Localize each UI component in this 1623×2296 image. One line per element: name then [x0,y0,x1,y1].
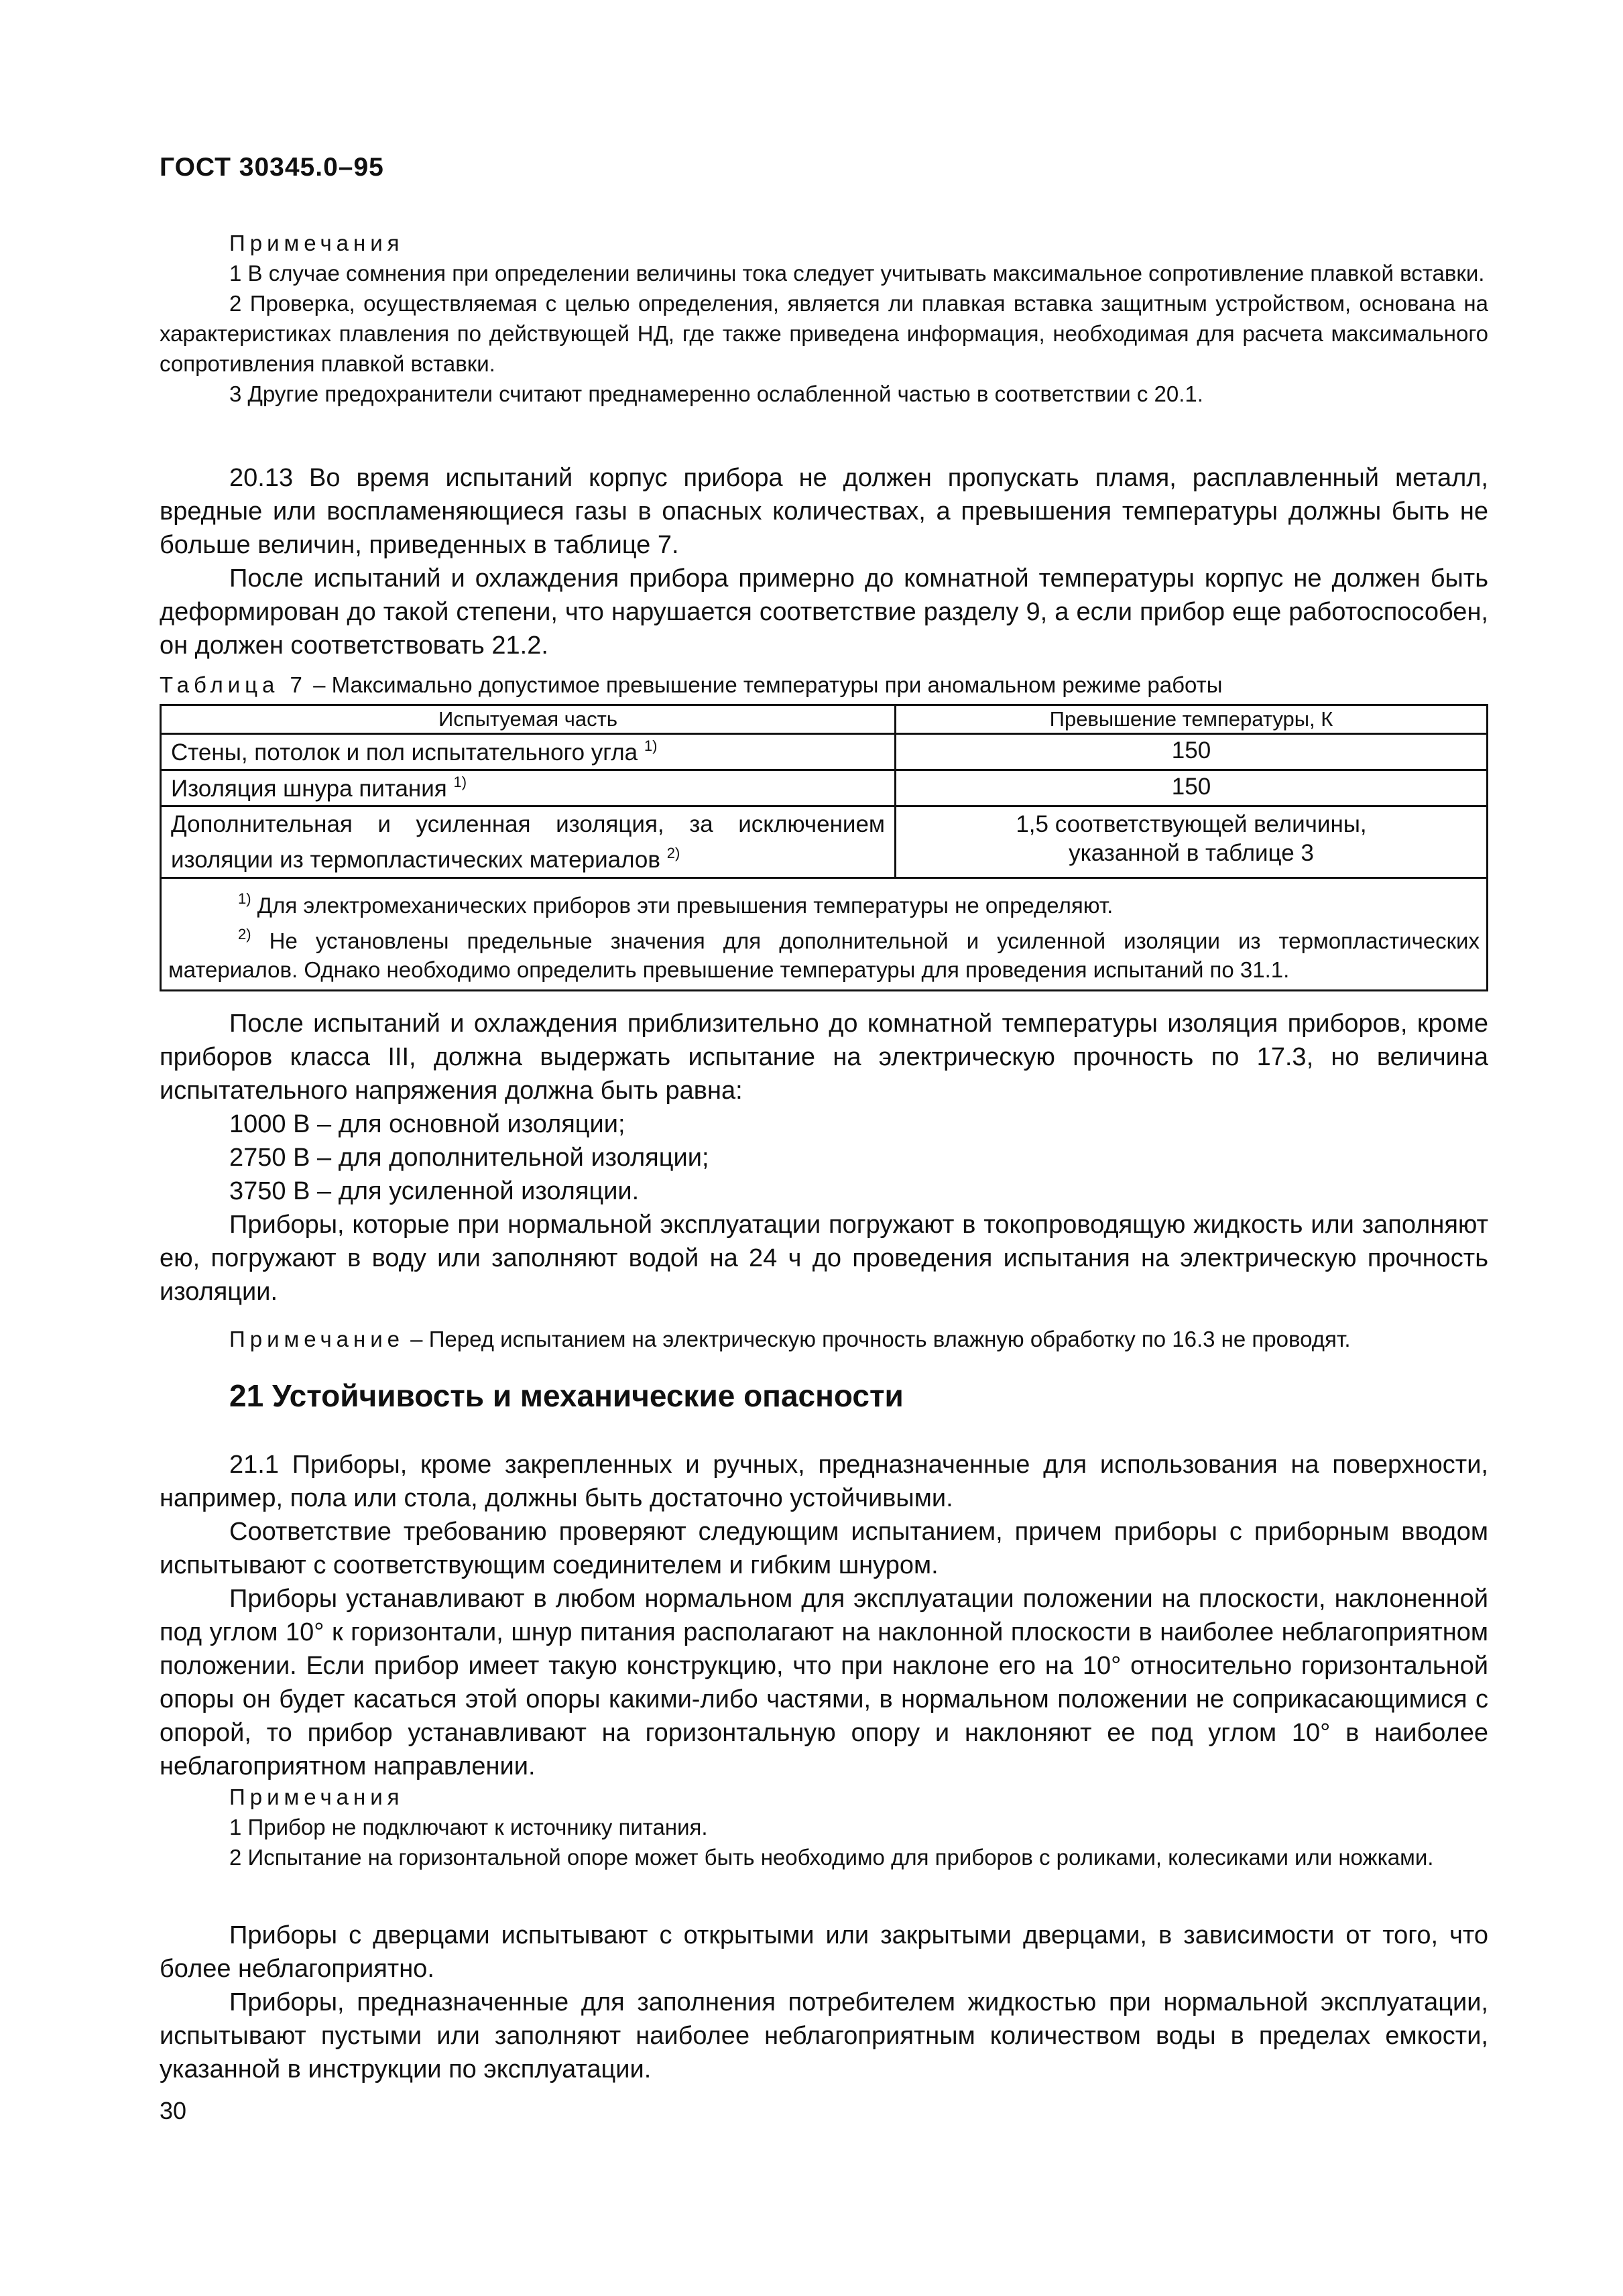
note-item: 1 В случае сомнения при определении величины тока следует учитывать максимальное сопротивление плавкой вставки. [229,261,1485,286]
part-text: Дополнительная и усиленная изоляция, за исключением изоляции из термопластических материалов [171,811,885,873]
table-caption-label: Таблица 7 [160,672,307,697]
clause-20-13 [160,461,1488,662]
table-footnote [168,884,1480,920]
table-caption [160,672,1223,698]
voltage-item: 3750 В – для усиленной изоляции. [229,1177,640,1205]
paragraph: После испытаний и охлаждения прибора примерно до комнатной температуры корпус не должен быть деформирован до такой степени, что нарушается соответствие разделу 9, а если прибор еще работоспособен, он должен соответствовать 21.2. [160,564,1488,660]
table-footnotes [161,878,1488,991]
footnote-mark: 2) [666,845,680,861]
table-cell-part [161,770,896,806]
footnote-mark: 2) [238,926,251,943]
footnote-mark: 1) [644,737,658,754]
footnote-mark: 1) [453,774,467,790]
notes-title: Примечания [229,231,404,255]
table-cell-part [161,734,896,770]
table-cell-value: 1,5 соответствующей величины, указанной в таблице 3 [896,806,1488,878]
paragraph: Приборы, которые при нормальной эксплуатации погружают в токопроводящую жидкость или заполняют ею, погружают в воду или заполняют водой на 24 ч до проведения испытания на электрическую прочность изоляции. [160,1211,1488,1306]
after-tests-block [160,1007,1488,1309]
note-item: 1 Прибор не подключают к источнику питания. [229,1815,708,1839]
paragraph: Соответствие требованию проверяют следующим испытанием, причем приборы с приборным вводом испытывают с соответствующим соединителем и гибким шнуром. [160,1518,1488,1579]
note-line [160,1324,1488,1354]
notes-block-1 [160,228,1488,409]
table-row [161,770,1488,806]
paragraph: После испытаний и охлаждения приблизительно до комнатной температуры изоляция приборов, кроме приборов класса III, должна выдержать испытание на электрическую прочность по 17.3, но величина испытательного напряжения должна быть равна: [160,1010,1488,1105]
temperature-table [160,704,1488,991]
paragraph: Приборы устанавливают в любом нормальном для эксплуатации положении на плоскости, наклоненной под углом 10° к горизонтали, шнур питания располагают на наклонной плоскости в наиболее неблагоприятном положении. Если прибор имеет такую конструкцию, что при наклоне его на 10° относительно горизонтальной опоры он будет касаться этой опоры какими-либо частями, в нормальном положении не соприкасающимися с опорой, то прибор устанавливают на горизонтальную опору и наклоняют ее под углом 10° в наиболее неблагоприятном направлении. [160,1585,1488,1780]
footnote-mark: 1) [238,890,251,907]
footnote-text: Не установлены предельные значения для дополнительной и усиленной изоляции из термопластических материалов. Однако необходимо определить превышение температуры для проведения испытаний по 31.1. [168,928,1480,982]
clause-21-1 [160,1448,1488,1783]
note-block-2 [160,1324,1488,1354]
note-label: Примечание [229,1327,405,1351]
table-footnote-row [161,878,1488,991]
table-cell-part [161,806,896,878]
paragraph: Приборы, предназначенные для заполнения потребителем жидкостью при нормальной эксплуатации, испытывают пустыми или заполняют наиболее неблагоприятным количеством воды в пределах емкости, указанной в инструкции по эксплуатации. [160,1988,1488,2083]
paragraph: 21.1 Приборы, кроме закрепленных и ручных, предназначенные для использования на поверхности, например, пола или стола, должны быть достаточно устойчивыми. [160,1451,1488,1512]
table-row [161,806,1488,878]
note-item: 2 Испытание на горизонтальной опоре может быть необходимо для приборов с роликами, колесиками или ножками. [229,1845,1434,1870]
note-item: 2 Проверка, осуществляемая с целью определения, является ли плавкая вставка защитным устройством, основана на характеристиках плавления по действующей НД, где также приведена информация, необходимая для расчета максимального сопротивления плавкой вставки. [160,291,1488,376]
notes-title: Примечания [229,1785,404,1809]
note-text: – Перед испытанием на электрическую прочность влажную обработку по 16.3 не проводят. [404,1327,1351,1351]
table-header-cell: Испытуемая часть [161,705,896,734]
table-cell-value: 150 [896,734,1488,770]
page-number: 30 [160,2097,187,2124]
table-caption-text: – Максимально допустимое превышение температуры при аномальном режиме работы [306,672,1223,697]
voltage-item: 1000 В – для основной изоляции; [229,1110,625,1138]
table-header-row [161,705,1488,734]
table-footnote [168,920,1480,984]
table-cell-value: 150 [896,770,1488,806]
part-text: Стены, потолок и пол испытательного угла [171,739,638,766]
table-row [161,734,1488,770]
voltage-item: 2750 В – для дополнительной изоляции; [229,1144,709,1172]
section-title: 21 Устойчивость и механические опасности [229,1378,904,1413]
footnote-text: Для электромеханических приборов эти превышения температуры не определяют. [251,893,1114,918]
paragraph: Приборы с дверцами испытывают с открытыми или закрытыми дверцами, в зависимости от того, что более неблагоприятно. [160,1921,1488,1983]
closing-paragraphs [160,1919,1488,2086]
part-text: Изоляция шнура питания [171,776,447,802]
document-header: ГОСТ 30345.0–95 [160,153,384,182]
table-header-cell: Превышение температуры, К [896,705,1488,734]
notes-block-3 [160,1782,1488,1872]
note-item: 3 Другие предохранители считают преднамеренно ослабленной частью в соответствии с 20.1. [229,381,1203,406]
paragraph: 20.13 Во время испытаний корпус прибора не должен пропускать пламя, расплавленный металл, вредные или воспламеняющиеся газы в опасных количествах, а превышения температуры должны быть не больше величин, приведенных в таблице 7. [160,464,1488,559]
